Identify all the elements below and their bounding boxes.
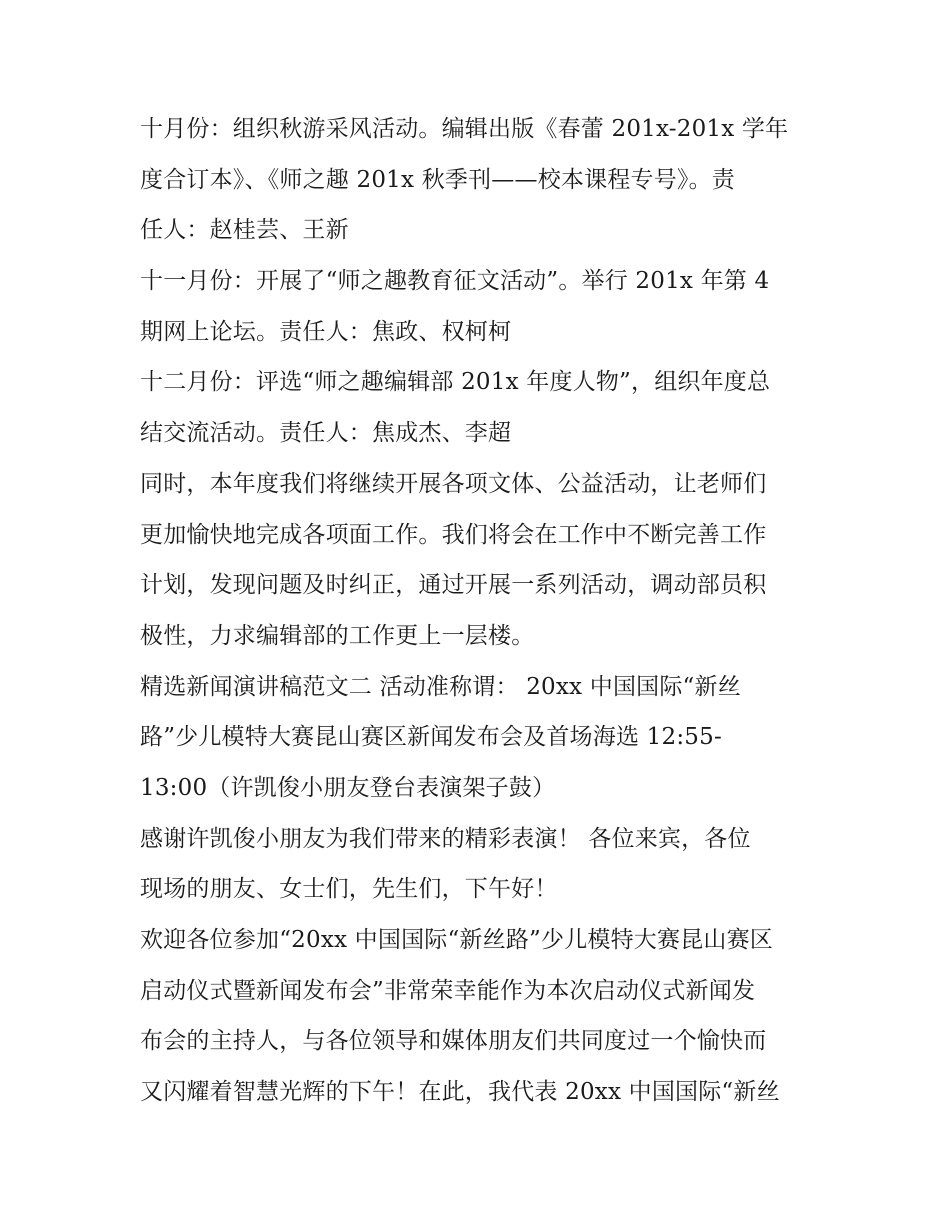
text-line: 结交流活动。责任人：焦成杰、李超 [140, 420, 512, 447]
text-line: 欢迎各位参加“20xx 中国国际“新丝路”少儿模特大赛昆山赛区 [140, 927, 773, 953]
text-line: 感谢许凯俊小朋友为我们带来的精彩表演！ 各位来宾，各位 [140, 825, 751, 852]
text-line: 十一月份：开展了“师之趣教育征文活动”。举行 201x 年第 4 [140, 268, 770, 295]
text-line: 启动仪式暨新闻发布会”非常荣幸能作为本次启动仪式新闻发 [140, 977, 756, 1004]
text-line: 布会的主持人，与各位领导和媒体朋友们共同度过一个愉快而 [140, 1028, 767, 1055]
text-line: 十二月份：评选“师之趣编辑部 201x 年度人物”，组织年度总 [140, 369, 771, 396]
text-line: 又闪耀着智慧光辉的下午！在此，我代表 20xx 中国国际“新丝 [140, 1079, 780, 1106]
text-line: 极性，力求编辑部的工作更上一层楼。 [140, 622, 535, 649]
text-line: 任人：赵桂芸、王新 [140, 217, 349, 244]
text-line: 计划，发现问题及时纠正，通过开展一系列活动，调动部员积 [140, 572, 767, 599]
text-line: 现场的朋友、女士们，先生们，下午好！ [140, 876, 558, 903]
text-line: 十月份：组织秋游采风活动。编辑出版《春蕾 201x-201x 学年 [140, 116, 789, 142]
document-body [140, 104, 820, 1118]
text-line: 度合订本》、《师之趣 201x 秋季刊——校本课程专号》。责 [140, 166, 735, 193]
text-line: 精选新闻演讲稿范文二 活动准称谓： 20xx 中国国际“新丝 [140, 673, 741, 700]
text-line: 路”少儿模特大赛昆山赛区新闻发布会及首场海选 12:55- [140, 724, 722, 751]
text-line: 同时，本年度我们将继续开展各项文体、公益活动，让老师们 [140, 470, 767, 497]
text-line: 期网上论坛。责任人：焦政、权柯柯 [140, 318, 512, 345]
text-line: 13:00（许凯俊小朋友登台表演架子鼓） [140, 774, 556, 801]
text-line: 更加愉快地完成各项面工作。我们将会在工作中不断完善工作 [140, 521, 767, 548]
